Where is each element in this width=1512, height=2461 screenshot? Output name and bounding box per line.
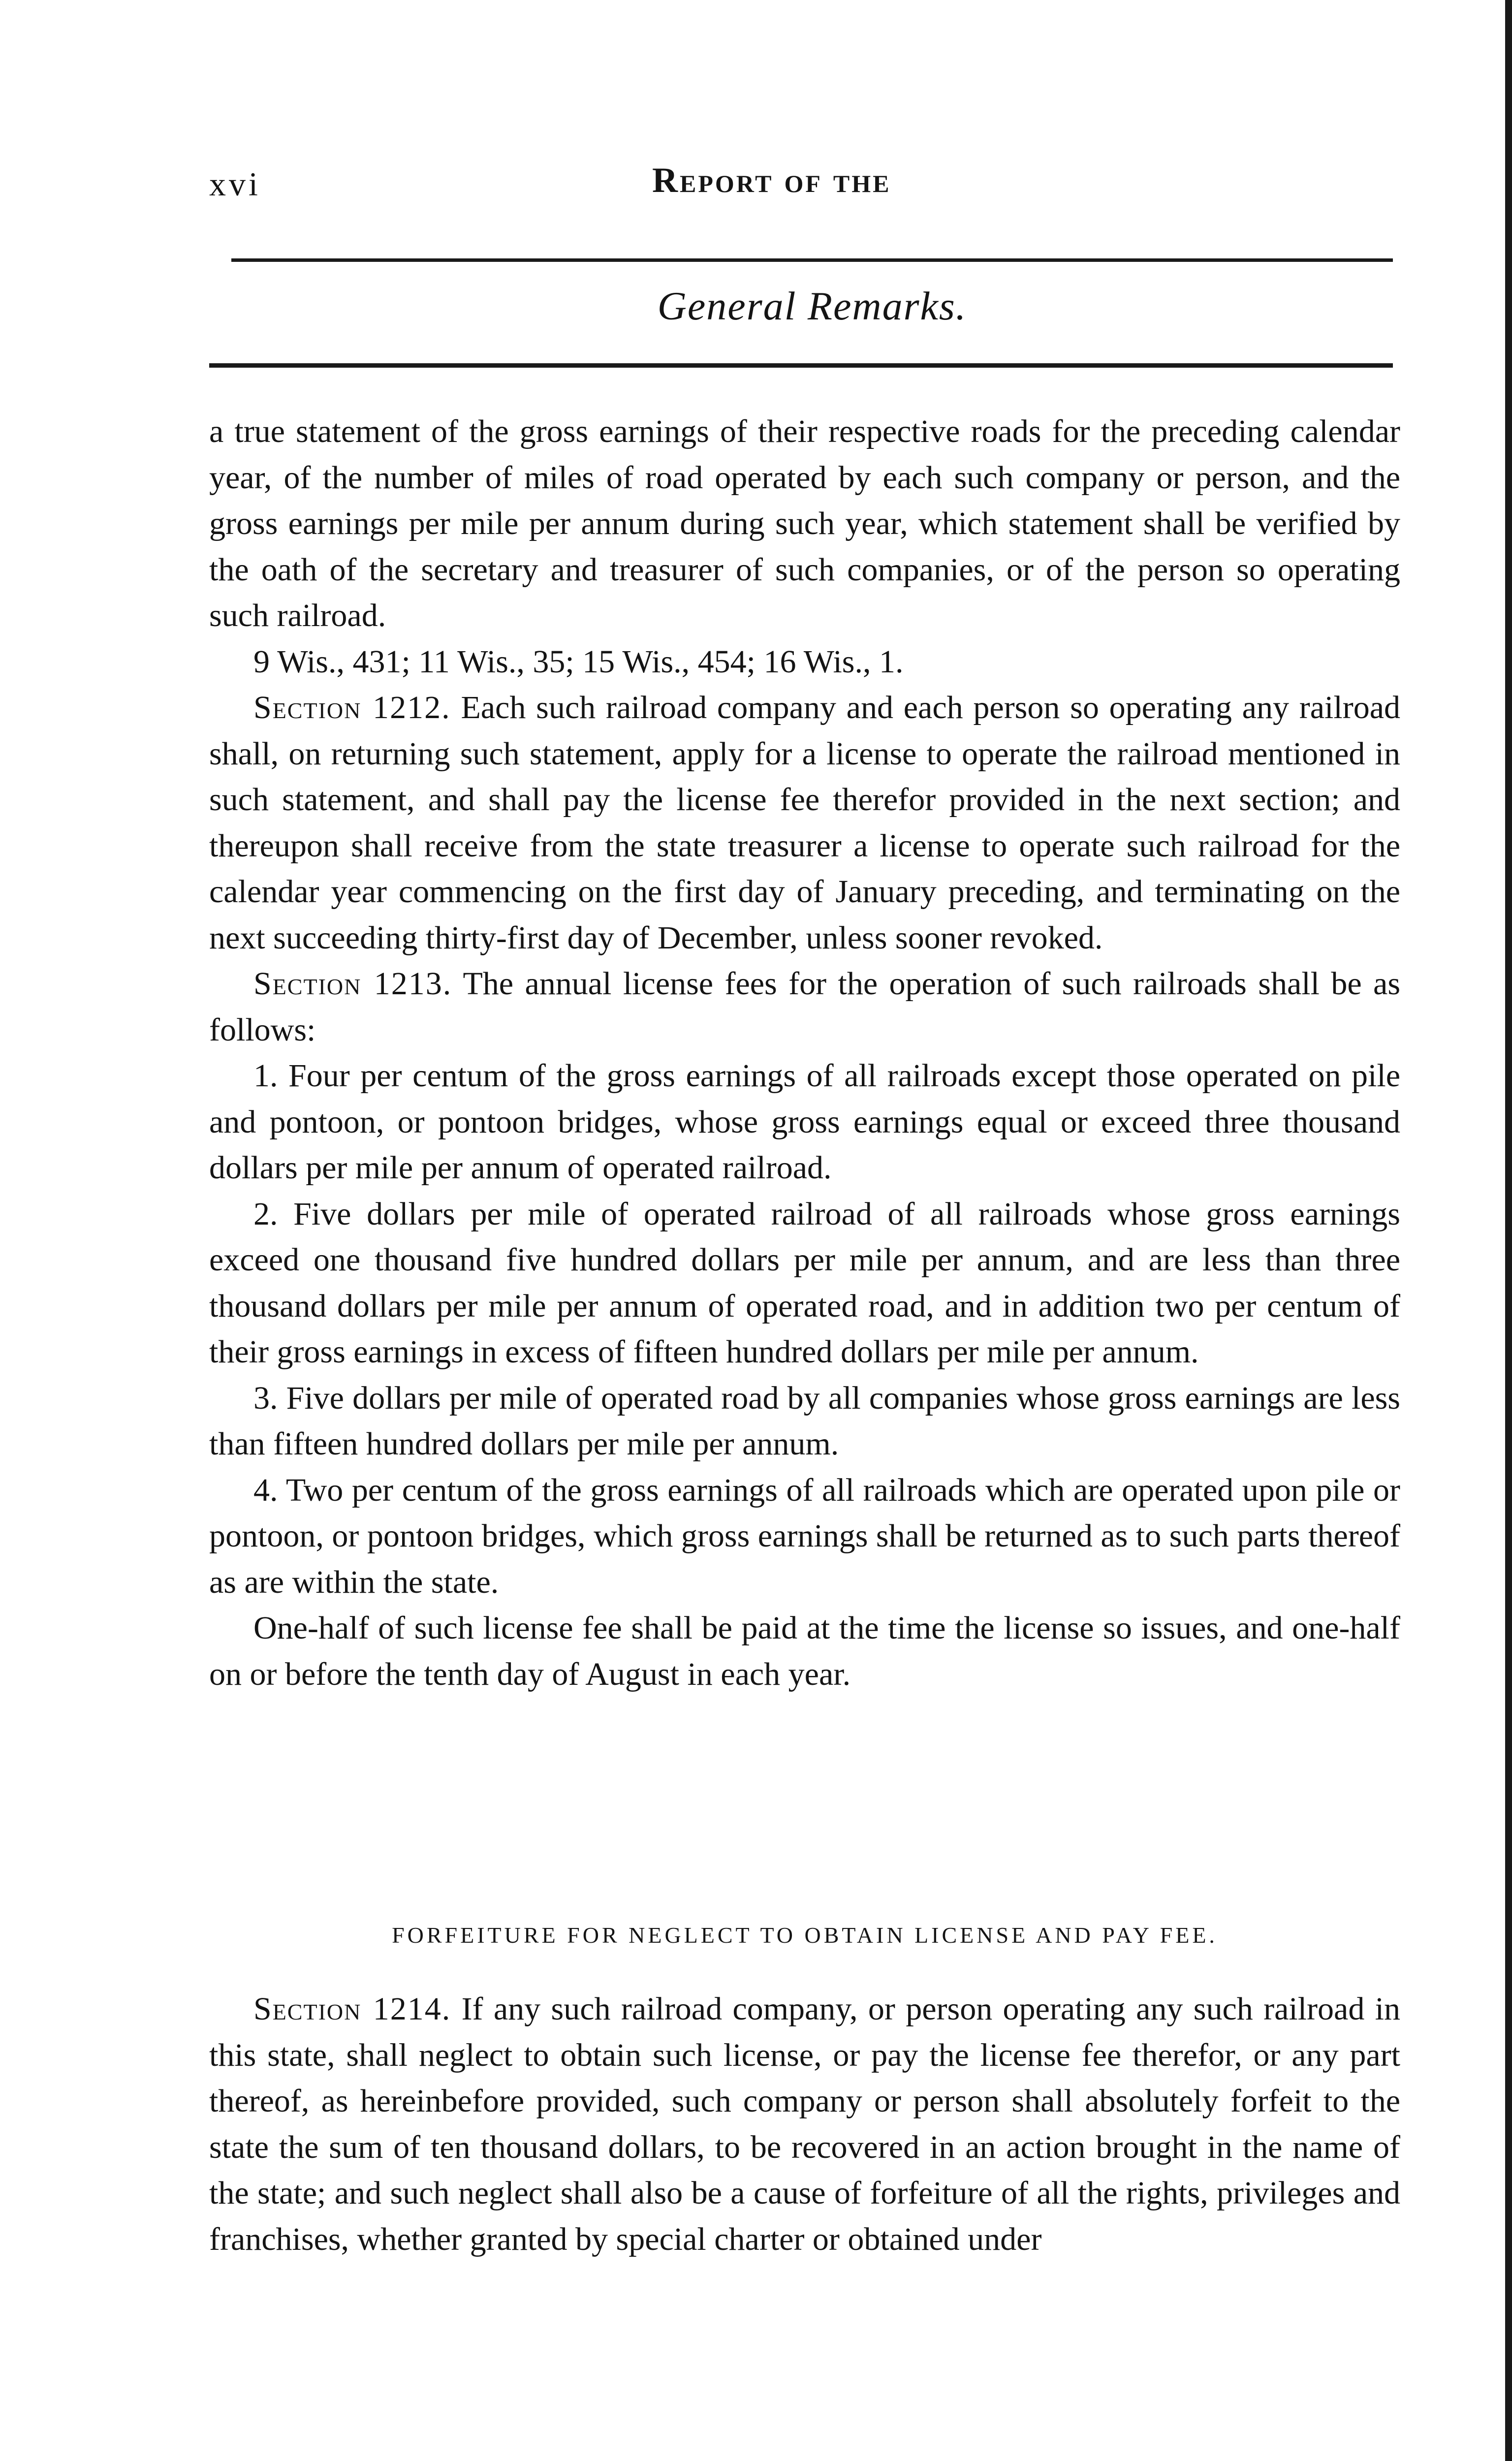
section-title: General Remarks. [657,284,967,328]
section-text: If any such railroad company, or person operating any such railroad in this state, shall neglect to obtain such license, or pay the license fee therefor, or any part thereof, as hereinbefore provided, such company or person shall absolutely forfeit to the state the sum of ten thousand dollars, to be recovered in an action brought in the name of the state; and such neglect shall also be a cause of forfeiture of all the rights, privileges and franchises, whether granted by special charter or obtained under [209,1991,1401,2257]
paragraph-continuation: a true statement of the gross earnings of their respective roads for the preceding calendar year, of the number of miles of road operated by each such company or person, and the gross earnings per mile per annum during such year, which statement shall be verified by the oath of the secretary and treasurer of such companies, or of the person so operating such railroad. [209,413,1400,633]
section-text: The annual license fees for the operation of such railroads shall be as follows: [209,966,1401,1048]
page-edge-shadow [1505,0,1512,2461]
header-rule-top [231,258,1393,262]
running-title: Report of the [652,160,891,200]
payment-note-paragraph: One-half of such license fee shall be paid at the time the license so issues, and one-half on or before the tenth day of August in each year. [209,1610,1400,1692]
fee-item-4: 4. Two per centum of the gross earnings of all railroads which are operated upon pile or pontoon, or pontoon bridges, which gross earnings shall be returned as to such parts thereof as are within the state. [209,1472,1400,1600]
fee-item-2: 2. Five dollars per mile of operated railroad of all railroads whose gross earnings exceed one thousand five hundred dollars per mile per annum, and are less than three thousand dollars per mile per annum of operated road, and in addition two per centum of their gross earnings in excess of fifteen hundred dollars per mile per annum. [209,1196,1400,1370]
fee-item-3: 3. Five dollars per mile of operated road by all companies whose gross earnings are less than fifteen hundred dollars per mile per annum. [209,1380,1400,1462]
citation-paragraph: 9 Wis., 431; 11 Wis., 35; 15 Wis., 454; 16 Wis., 1. [253,643,904,680]
section-1212-paragraph [209,685,1400,961]
body-text [209,409,1400,1697]
subheading: FORFEITURE FOR NEGLECT TO OBTAIN LICENSE AND PAY FEE. [392,1923,1218,1948]
section-1213-paragraph [209,961,1400,1053]
section-1214-paragraph [209,1986,1400,2262]
body-text-continued [209,1986,1400,2262]
fee-item-1: 1. Four per centum of the gross earnings of all railroads except those operated on pile and pontoon, or pontoon bridges, whose gross earnings equal or exceed three thousand dollars per mile per annum of operated railroad. [209,1058,1400,1186]
page-number: xvi [209,165,261,203]
section-label: Section 1214. [253,1991,451,2027]
section-label: Section 1213. [253,966,452,1002]
header-rule-bottom [209,363,1393,368]
section-text: Each such railroad company and each person so operating any railroad shall, on returning such statement, apply for a license to operate the railroad mentioned in such statement, and shall pay the license fee therefor provided in the next section; and thereupon shall receive from the state treasurer a license to operate such railroad for the calendar year commencing on the first day of January preceding, and terminating on the next succeeding thirty-first day of December, unless sooner revoked. [209,690,1400,956]
section-label: Section 1212. [253,690,451,726]
page-header [209,153,1400,212]
